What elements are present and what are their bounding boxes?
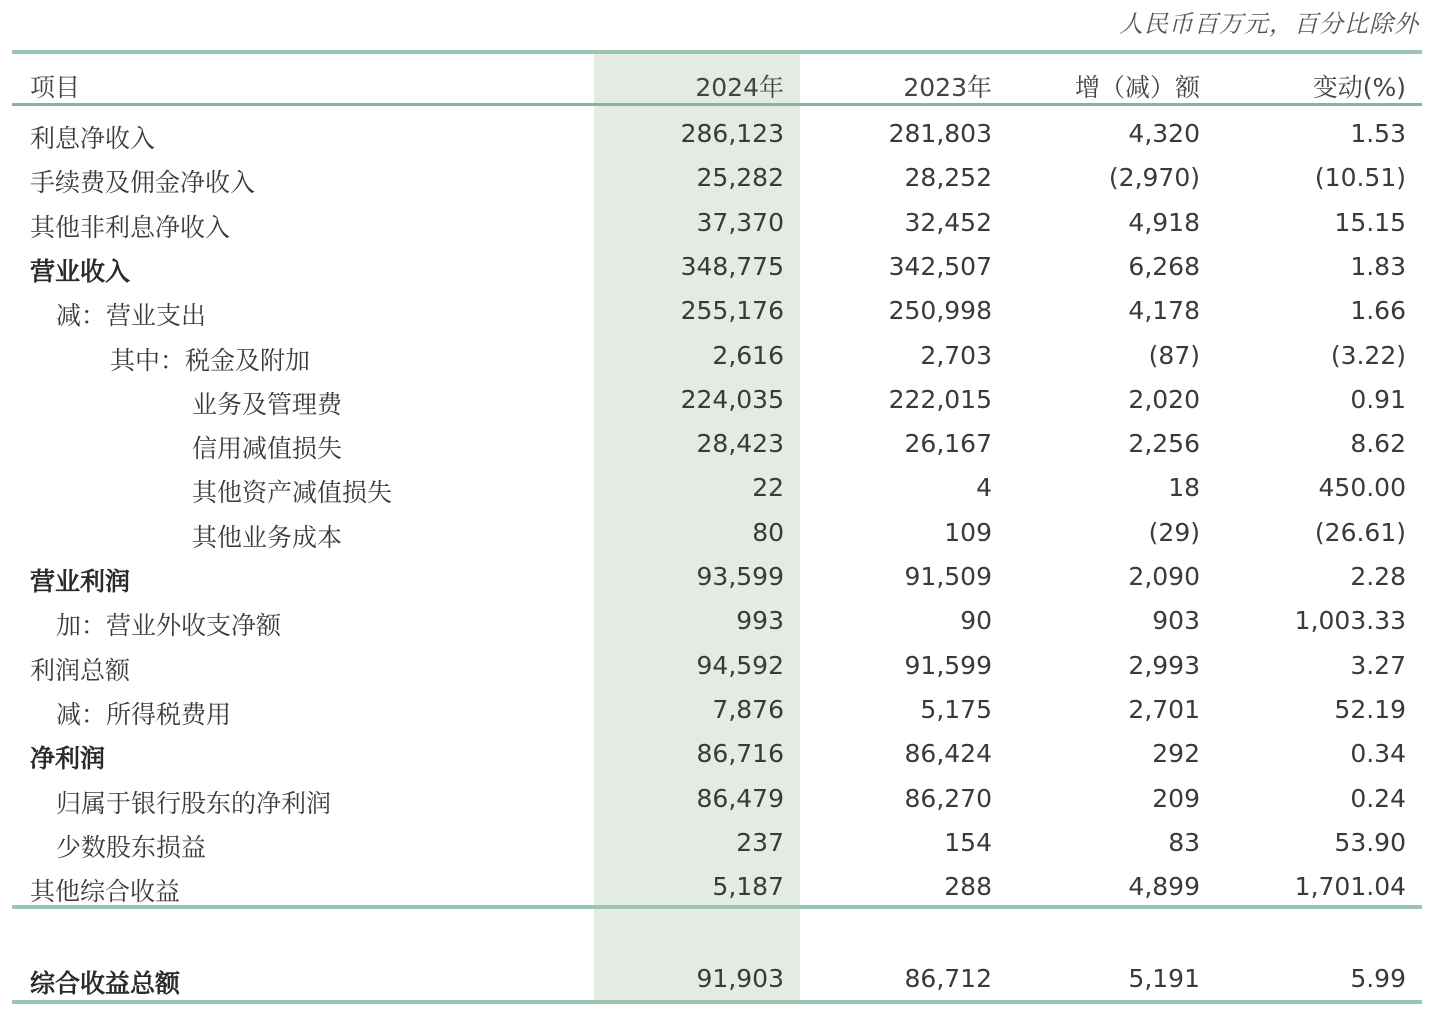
value-2024: 94,592	[696, 650, 784, 680]
row-label: 归属于银行股东的净利润	[56, 788, 332, 818]
table-row	[0, 866, 1439, 910]
value-change: 4,918	[1128, 207, 1200, 237]
row-label: 营业利润	[30, 567, 131, 596]
value-2024: 86,716	[696, 739, 784, 769]
row-label: 业务及管理费	[192, 389, 343, 419]
value-pct: 53.90	[1334, 827, 1406, 857]
value-change: 4,899	[1128, 872, 1200, 902]
value-change: (29)	[1148, 517, 1200, 547]
value-change: 6,268	[1128, 251, 1200, 281]
value-2024: 25,282	[696, 163, 784, 193]
value-2023: 90	[960, 606, 992, 636]
row-label: 营业收入	[30, 256, 131, 286]
value-pct: (3.22)	[1330, 340, 1406, 370]
value-change: 2,256	[1128, 429, 1200, 459]
row-label: 净利润	[30, 744, 106, 774]
table-header	[0, 62, 1439, 106]
value-change: 2,701	[1128, 694, 1200, 724]
value-2023: 250,998	[888, 296, 992, 326]
row-label: 减：营业支出	[56, 301, 207, 331]
row-label: 减：所得税费用	[56, 699, 232, 729]
row-label: 加：营业外收支净额	[56, 611, 282, 641]
table-row	[0, 556, 1439, 600]
header-item: 项目	[30, 73, 81, 102]
value-change: 18	[1168, 473, 1200, 503]
value-2023: 281,803	[888, 119, 992, 148]
table-row	[0, 600, 1439, 644]
row-label: 其他非利息净收入	[30, 212, 231, 242]
value-pct: 1.83	[1350, 251, 1406, 281]
value-pct: 2.28	[1350, 562, 1406, 591]
value-2023: 2,703	[920, 340, 992, 370]
value-2023: 5,175	[920, 694, 992, 724]
value-pct: 8.62	[1350, 429, 1406, 459]
value-2024: 5,187	[712, 872, 784, 902]
row-label: 少数股东损益	[56, 832, 207, 862]
total-2024: 91,903	[696, 964, 784, 993]
value-2024: 237	[736, 827, 784, 857]
total-change: 5,191	[1128, 964, 1200, 993]
table-row	[0, 822, 1439, 866]
header-change: 增（减）额	[1074, 73, 1200, 102]
value-pct: 0.24	[1350, 783, 1406, 813]
value-pct: (10.51)	[1314, 163, 1406, 193]
value-change: 83	[1168, 827, 1200, 857]
value-2024: 7,876	[712, 694, 784, 724]
value-pct: 1,701.04	[1294, 872, 1406, 902]
value-2023: 342,507	[888, 251, 992, 281]
header-2024: 2024年	[695, 73, 784, 102]
value-2024: 93,599	[696, 562, 784, 591]
value-pct: (26.61)	[1314, 517, 1406, 547]
value-2023: 4	[976, 473, 992, 503]
value-2024: 2,616	[712, 340, 784, 370]
value-2024: 286,123	[680, 119, 784, 148]
table-row	[0, 246, 1439, 290]
row-label: 其他业务成本	[192, 522, 343, 552]
total-2023: 86,712	[904, 964, 992, 993]
value-2024: 255,176	[680, 296, 784, 326]
value-change: 292	[1152, 739, 1200, 769]
unit-note: 人民币百万元，百分比除外	[1119, 10, 1419, 38]
table-row	[0, 645, 1439, 689]
value-change: 4,178	[1128, 296, 1200, 326]
value-2023: 26,167	[904, 429, 992, 459]
table-row	[0, 379, 1439, 423]
value-2023: 32,452	[904, 207, 992, 237]
total-pct: 5.99	[1350, 964, 1406, 993]
header-2023: 2023年	[903, 73, 992, 102]
table-row	[0, 689, 1439, 733]
table-row	[0, 467, 1439, 511]
value-2024: 28,423	[696, 429, 784, 459]
table-row	[0, 423, 1439, 467]
value-pct: 1,003.33	[1294, 606, 1406, 636]
value-change: 2,020	[1128, 384, 1200, 414]
value-2023: 86,270	[904, 783, 992, 813]
total-row	[0, 958, 1439, 1002]
value-change: (87)	[1148, 340, 1200, 370]
value-2024: 22	[752, 473, 784, 503]
table-row	[0, 733, 1439, 777]
value-pct: 0.34	[1350, 739, 1406, 769]
row-label: 其中：税金及附加	[110, 345, 311, 375]
top-rule	[12, 50, 1422, 54]
value-2023: 222,015	[888, 384, 992, 414]
row-label: 利润总额	[30, 655, 131, 685]
total-label: 综合收益总额	[30, 969, 181, 998]
value-change: 4,320	[1128, 119, 1200, 148]
value-pct: 3.27	[1350, 650, 1406, 680]
table-row	[0, 778, 1439, 822]
header-pct: 变动(%)	[1312, 73, 1406, 102]
row-label: 其他资产减值损失	[192, 478, 393, 508]
value-2024: 348,775	[680, 251, 784, 281]
value-2023: 288	[944, 872, 992, 902]
value-2024: 224,035	[680, 384, 784, 414]
row-label: 信用减值损失	[192, 434, 343, 464]
row-label: 利息净收入	[30, 124, 156, 153]
table-row	[0, 512, 1439, 556]
table-row	[0, 113, 1439, 157]
value-2024: 993	[736, 606, 784, 636]
table-row	[0, 157, 1439, 201]
row-label: 其他综合收益	[30, 877, 181, 907]
value-2024: 37,370	[696, 207, 784, 237]
value-pct: 52.19	[1334, 694, 1406, 724]
value-change: (2,970)	[1108, 163, 1200, 193]
value-2023: 91,509	[904, 562, 992, 591]
table-row	[0, 202, 1439, 246]
value-2024: 80	[752, 517, 784, 547]
table-row	[0, 335, 1439, 379]
value-pct: 450.00	[1318, 473, 1406, 503]
value-2024: 86,479	[696, 783, 784, 813]
value-pct: 0.91	[1350, 384, 1406, 414]
value-pct: 1.53	[1350, 119, 1406, 148]
value-2023: 86,424	[904, 739, 992, 769]
value-change: 903	[1152, 606, 1200, 636]
value-2023: 154	[944, 827, 992, 857]
value-2023: 109	[944, 517, 992, 547]
value-change: 209	[1152, 783, 1200, 813]
value-pct: 1.66	[1350, 296, 1406, 326]
value-2023: 91,599	[904, 650, 992, 680]
value-change: 2,090	[1128, 562, 1200, 591]
value-pct: 15.15	[1334, 207, 1406, 237]
table-row	[0, 290, 1439, 334]
row-label: 手续费及佣金净收入	[30, 168, 256, 198]
value-change: 2,993	[1128, 650, 1200, 680]
value-2023: 28,252	[904, 163, 992, 193]
